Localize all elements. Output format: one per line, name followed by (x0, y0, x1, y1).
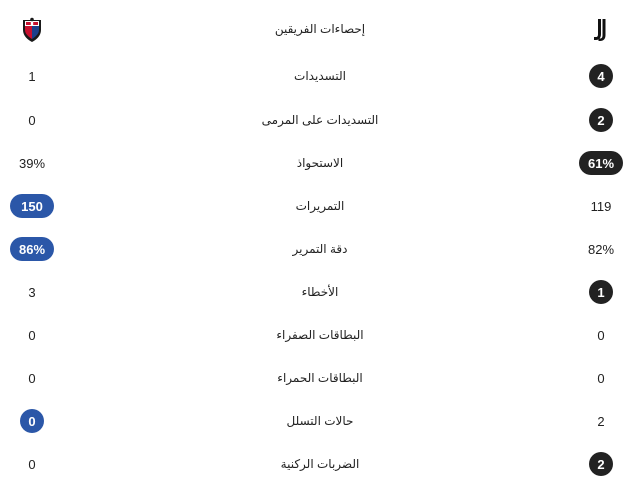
stat-value-text: 0 (597, 327, 605, 343)
stat-row-fouls (0, 274, 640, 310)
left-team-highlight-badge: 150 (10, 194, 54, 218)
stat-row-shots-on-target (0, 102, 640, 138)
stat-label: البطاقات الحمراء (277, 371, 363, 385)
left-team-value (0, 145, 64, 181)
stat-row-offsides (0, 403, 640, 439)
stat-row-yellow-cards (0, 317, 640, 353)
left-team-value (0, 317, 64, 353)
right-team-value (570, 58, 632, 94)
stat-row-passes (0, 188, 640, 224)
left-team-value (0, 274, 64, 310)
team-stats-header (0, 8, 640, 50)
left-team-value (0, 446, 64, 482)
right-team-highlight-badge: 2 (589, 452, 613, 476)
right-team-highlight-badge: 1 (589, 280, 613, 304)
left-team-value (0, 102, 64, 138)
right-team-value (570, 446, 632, 482)
right-team-value (570, 360, 632, 396)
stat-row-shots (0, 58, 640, 94)
stat-value-text: 39% (18, 155, 46, 171)
stat-label: الاستحواذ (296, 156, 344, 170)
stat-value-text: 3 (28, 284, 36, 300)
right-team-value (570, 231, 632, 267)
stat-value-text: 1 (28, 68, 36, 84)
right-team-value (570, 188, 632, 224)
stat-label: الأخطاء (301, 285, 339, 299)
stat-label: التمريرات (295, 199, 345, 213)
left-team-value (0, 58, 64, 94)
right-team-value (570, 102, 632, 138)
stat-row-pass-accuracy (0, 231, 640, 267)
right-team-value (570, 274, 632, 310)
stat-label: التسديدات (294, 69, 346, 83)
juventus-crest-icon (589, 17, 613, 43)
stat-row-possession (0, 145, 640, 181)
stat-label: التسديدات على المرمى (261, 113, 379, 127)
stat-row-red-cards (0, 360, 640, 396)
bologna-crest-icon (20, 17, 44, 43)
stat-value-text: 0 (28, 456, 36, 472)
left-team-value (0, 403, 64, 439)
stat-label: حالات التسلل (286, 414, 354, 428)
stat-value-text: 0 (28, 327, 36, 343)
stat-value-text: 82% (587, 241, 615, 257)
stat-value-text: 119 (590, 198, 612, 214)
section-title: إحصاءات الفريقين (274, 22, 366, 36)
stat-label: الضربات الركنية (280, 457, 360, 471)
stat-value-text: 0 (597, 370, 605, 386)
right-team-value (570, 317, 632, 353)
stat-value-text: 0 (28, 112, 36, 128)
stat-label: دقة التمرير (292, 242, 348, 256)
right-team-highlight-badge: 4 (589, 64, 613, 88)
stat-label: البطاقات الصفراء (276, 328, 364, 342)
stat-value-text: 2 (597, 413, 605, 429)
left-team-value (0, 360, 64, 396)
left-team-highlight-badge: 0 (20, 409, 44, 433)
right-team-highlight-badge: 61% (579, 151, 623, 175)
right-team-value (570, 145, 632, 181)
left-team-highlight-badge: 86% (10, 237, 54, 261)
stat-value-text: 0 (28, 370, 36, 386)
stat-row-corners (0, 446, 640, 482)
left-team-value (0, 188, 64, 224)
right-team-value (570, 403, 632, 439)
left-team-value (0, 231, 64, 267)
right-team-highlight-badge: 2 (589, 108, 613, 132)
